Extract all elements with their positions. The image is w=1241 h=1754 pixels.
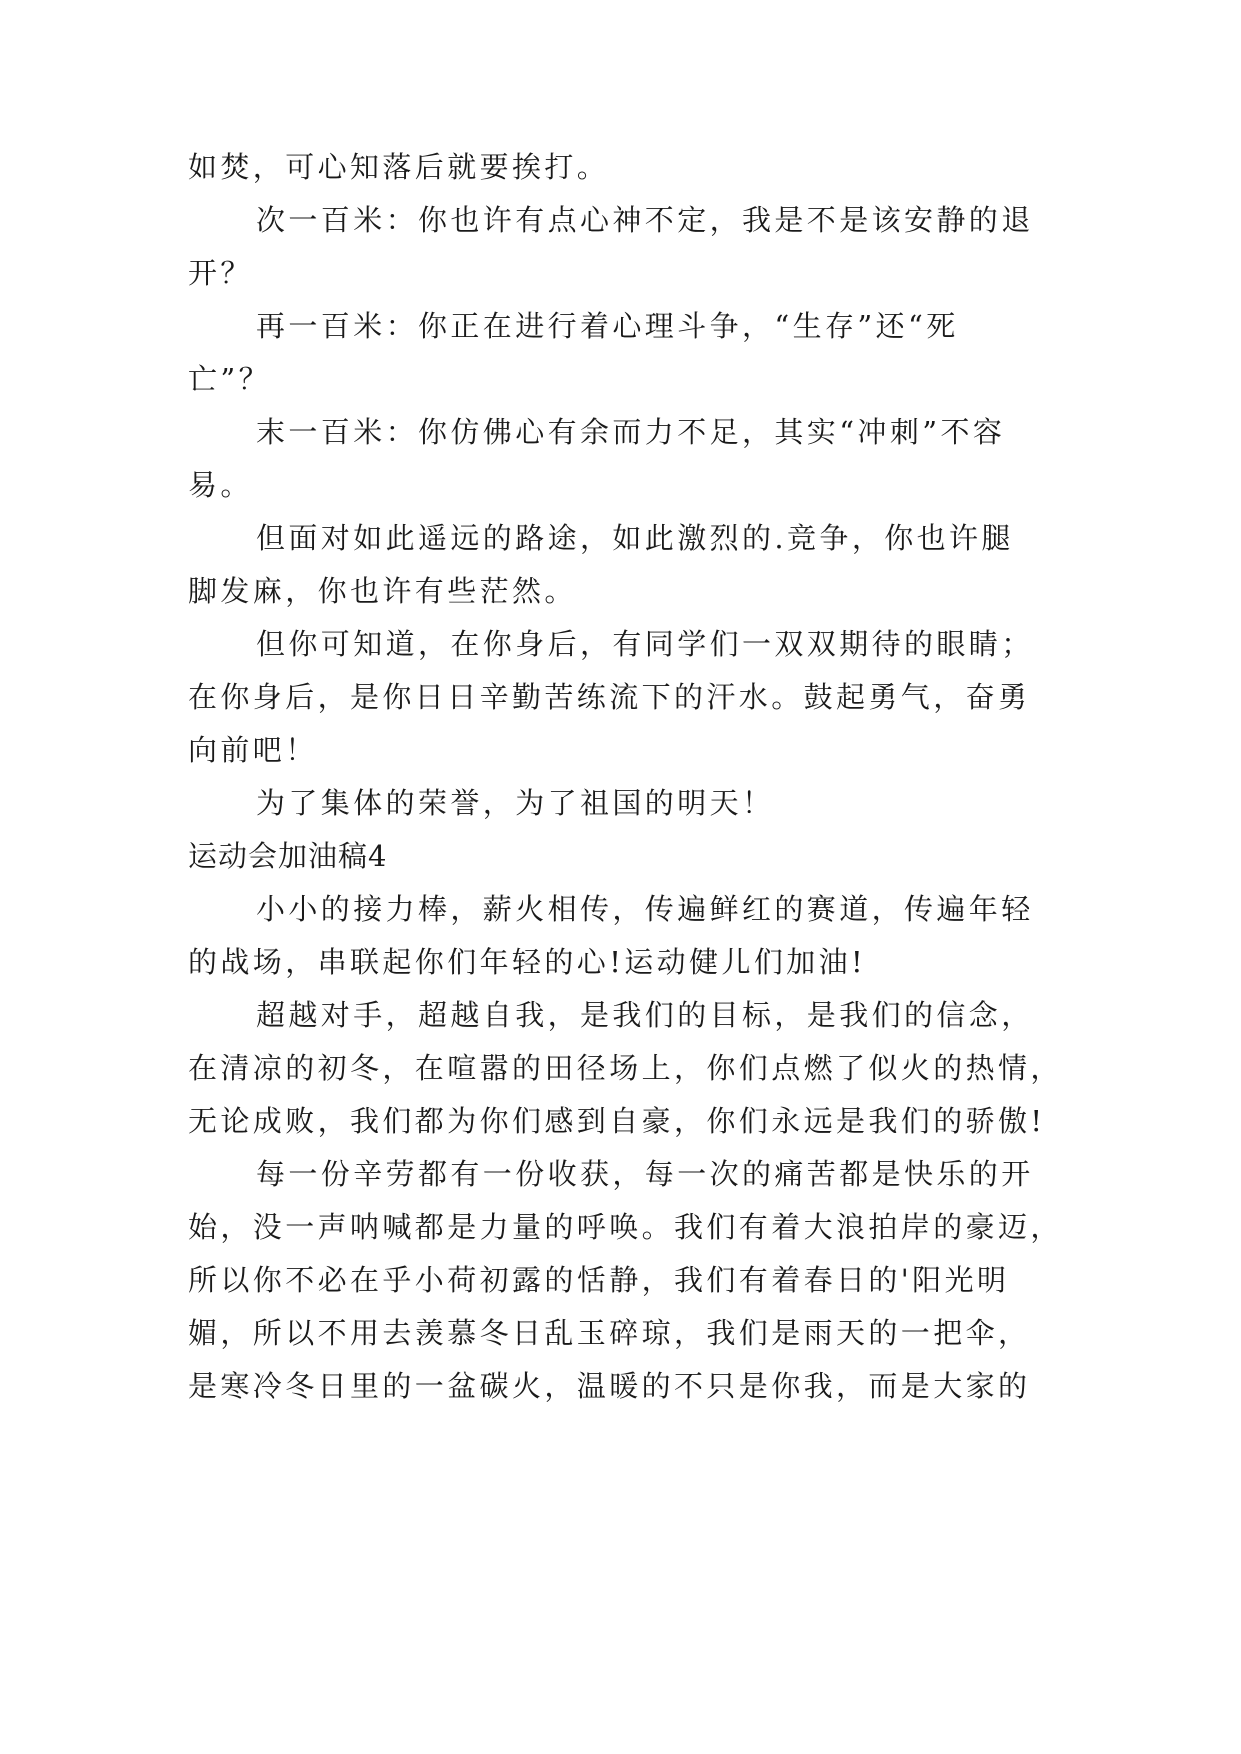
text-line: 所以你不必在乎小荷初露的恬静，我们有着春日的'阳光明 [188,1263,1010,1297]
text-line: 的战场，串联起你们年轻的心!运动健儿们加油! [188,945,867,979]
text-line: 是寒冷冬日里的一盆碳火，温暖的不只是你我，而是大家的 [188,1369,1031,1403]
text-line: 易。 [188,468,253,502]
text-line: 在你身后，是你日日辛勤苦练流下的汗水。鼓起勇气，奋勇 [188,680,1031,714]
paragraph-start-line: 再一百米：你正在进行着心理斗争，“生存”还“死 [256,309,959,343]
text-line: 开？ [188,256,253,290]
text-line: 无论成败，我们都为你们感到自豪，你们永远是我们的骄傲! [188,1104,1046,1138]
paragraph-start-line: 次一百米：你也许有点心神不定，我是不是该安静的退 [256,203,1034,237]
text-line: 媚，所以不用去羡慕冬日乱玉碎琼，我们是雨天的一把伞， [188,1316,1031,1350]
text-line: 向前吧！ [188,733,318,767]
paragraph-start-line: 末一百米：你仿佛心有余而力不足，其实“冲刺”不容 [256,415,1006,449]
text-line: 始，没一声呐喊都是力量的呼唤。我们有着大浪拍岸的豪迈， [188,1210,1063,1244]
text-line: 脚发麻，你也许有些茫然。 [188,574,577,608]
paragraph-start-line: 但面对如此遥远的路途，如此激烈的.竞争，你也许腿 [256,521,1014,555]
paragraph-start-line: 超越对手，超越自我，是我们的目标，是我们的信念， [256,998,1034,1032]
paragraph-start-line: 为了集体的荣誉，为了祖国的明天！ [256,786,775,820]
paragraph-start-line: 小小的接力棒，薪火相传，传遍鲜红的赛道，传遍年轻 [256,892,1034,926]
text-line: 亡”？ [188,362,272,396]
paragraph-start-line: 每一份辛劳都有一份收获，每一次的痛苦都是快乐的开 [256,1157,1034,1191]
text-line: 如焚，可心知落后就要挨打。 [188,150,610,184]
text-line: 在清凉的初冬，在喧嚣的田径场上，你们点燃了似火的热情， [188,1051,1063,1085]
section-heading: 运动会加油稿4 [188,839,388,873]
paragraph-start-line: 但你可知道，在你身后，有同学们一双双期待的眼睛； [256,627,1034,661]
